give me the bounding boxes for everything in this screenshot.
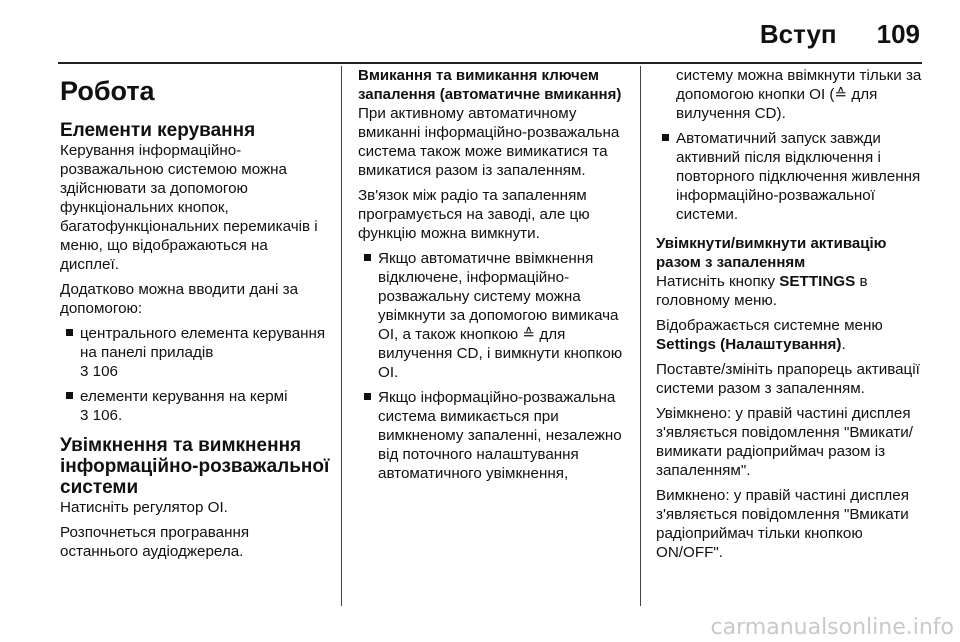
enabled-paragraph: Увімкнено: у правій частині дисплея з'являється повідомлення "Вмикати/вимикати радіоприймач разом із запаленням". [656, 405, 913, 479]
bullet-icon [66, 392, 73, 399]
page-title: Робота [60, 76, 155, 106]
page-header [760, 14, 920, 54]
checkbox-paragraph: Поставте/змініть прапорець активації системи разом з запаленням. [656, 361, 920, 397]
page-reference: 3 106. [80, 407, 123, 424]
section-title: Вступ [759, 18, 837, 49]
page-reference: 3 106 [80, 363, 119, 380]
bullet-icon [364, 254, 371, 261]
menu-paragraph: Відображається системне меню Settings (Налаштування). [656, 317, 883, 353]
list-item-text: Автоматичний запуск завжди активний після відключення і повторного підключення живлення інформаційно-розважальної системи. [676, 130, 921, 223]
watermark: carmanualsonline.info [710, 615, 954, 640]
playback-paragraph: Розпочнеться програвання останнього аудіоджерела. [60, 524, 250, 560]
bullet-icon [662, 134, 669, 141]
column-divider-1 [341, 66, 342, 606]
bullet-icon [66, 329, 73, 336]
list-item [60, 324, 330, 381]
list-item [358, 249, 630, 382]
settings-paragraph: Натисніть кнопку SETTINGS в головному меню. [656, 273, 868, 309]
bullet-icon [364, 393, 371, 400]
list-item [656, 129, 924, 224]
column-divider-2 [640, 66, 641, 606]
factory-paragraph: Зв'язок між радіо та запаленням програмується на заводі, але цю функцію можна вимкнути. [358, 187, 590, 242]
onoff-heading: Увімкнення та вимкнення інформаційно-розважальної системи [60, 435, 330, 498]
list-item [358, 388, 630, 483]
header-rule [58, 62, 922, 64]
activation-heading: Увімкнути/вимкнути активацію разом з запаленням [656, 235, 887, 271]
input-paragraph: Додатково можна вводити дані за допомогою: [60, 281, 299, 317]
list-item-text: елементи керування на кермі [80, 388, 288, 405]
column-2 [358, 66, 630, 489]
list-item [60, 387, 330, 425]
onoff-paragraph: Натисніть регулятор OI. [60, 499, 228, 516]
controls-paragraph: Керування інформаційно-розважальною системою можна здійснювати за допомогою функціональних кнопок, багатофункціональних перемикачів і меню, що відображаються на дисплеї. [60, 142, 318, 273]
list-item-text: центрального елемента керування на панелі приладів [80, 325, 326, 361]
list-item-text: Якщо автоматичне ввімкнення відключене, інформаційно-розважальну систему можна увімкнути за допомогою вимикача OI, а також кнопкою ≙ для вилучення CD, і вимкнути кнопкою OI. [378, 250, 623, 381]
page-number: 109 [876, 18, 920, 49]
list-item-text: Якщо інформаційно-розважальна система вимикається при вимкненому запаленні, незалежно від поточного налаштування автоматичного увімкнення, [378, 389, 622, 482]
column-1 [60, 66, 330, 567]
ignition-heading: Вмикання та вимикання ключем запалення (автоматичне вмикання) [358, 67, 622, 103]
column-3 [656, 66, 924, 568]
disabled-paragraph: Вимкнено: у правій частині дисплея з'являється повідомлення "Вмикати радіоприймач тільки кнопкою ON/OFF". [656, 487, 909, 561]
ignition-paragraph: При активному автоматичному вмиканні інформаційно-розважальна система також може вимикатися та вмикатися разом із запаленням. [358, 105, 620, 179]
continued-text: систему можна ввімкнути тільки за допомогою кнопки OI (≙ для вилучення CD). [676, 67, 922, 122]
controls-heading: Елементи керування [60, 120, 256, 141]
